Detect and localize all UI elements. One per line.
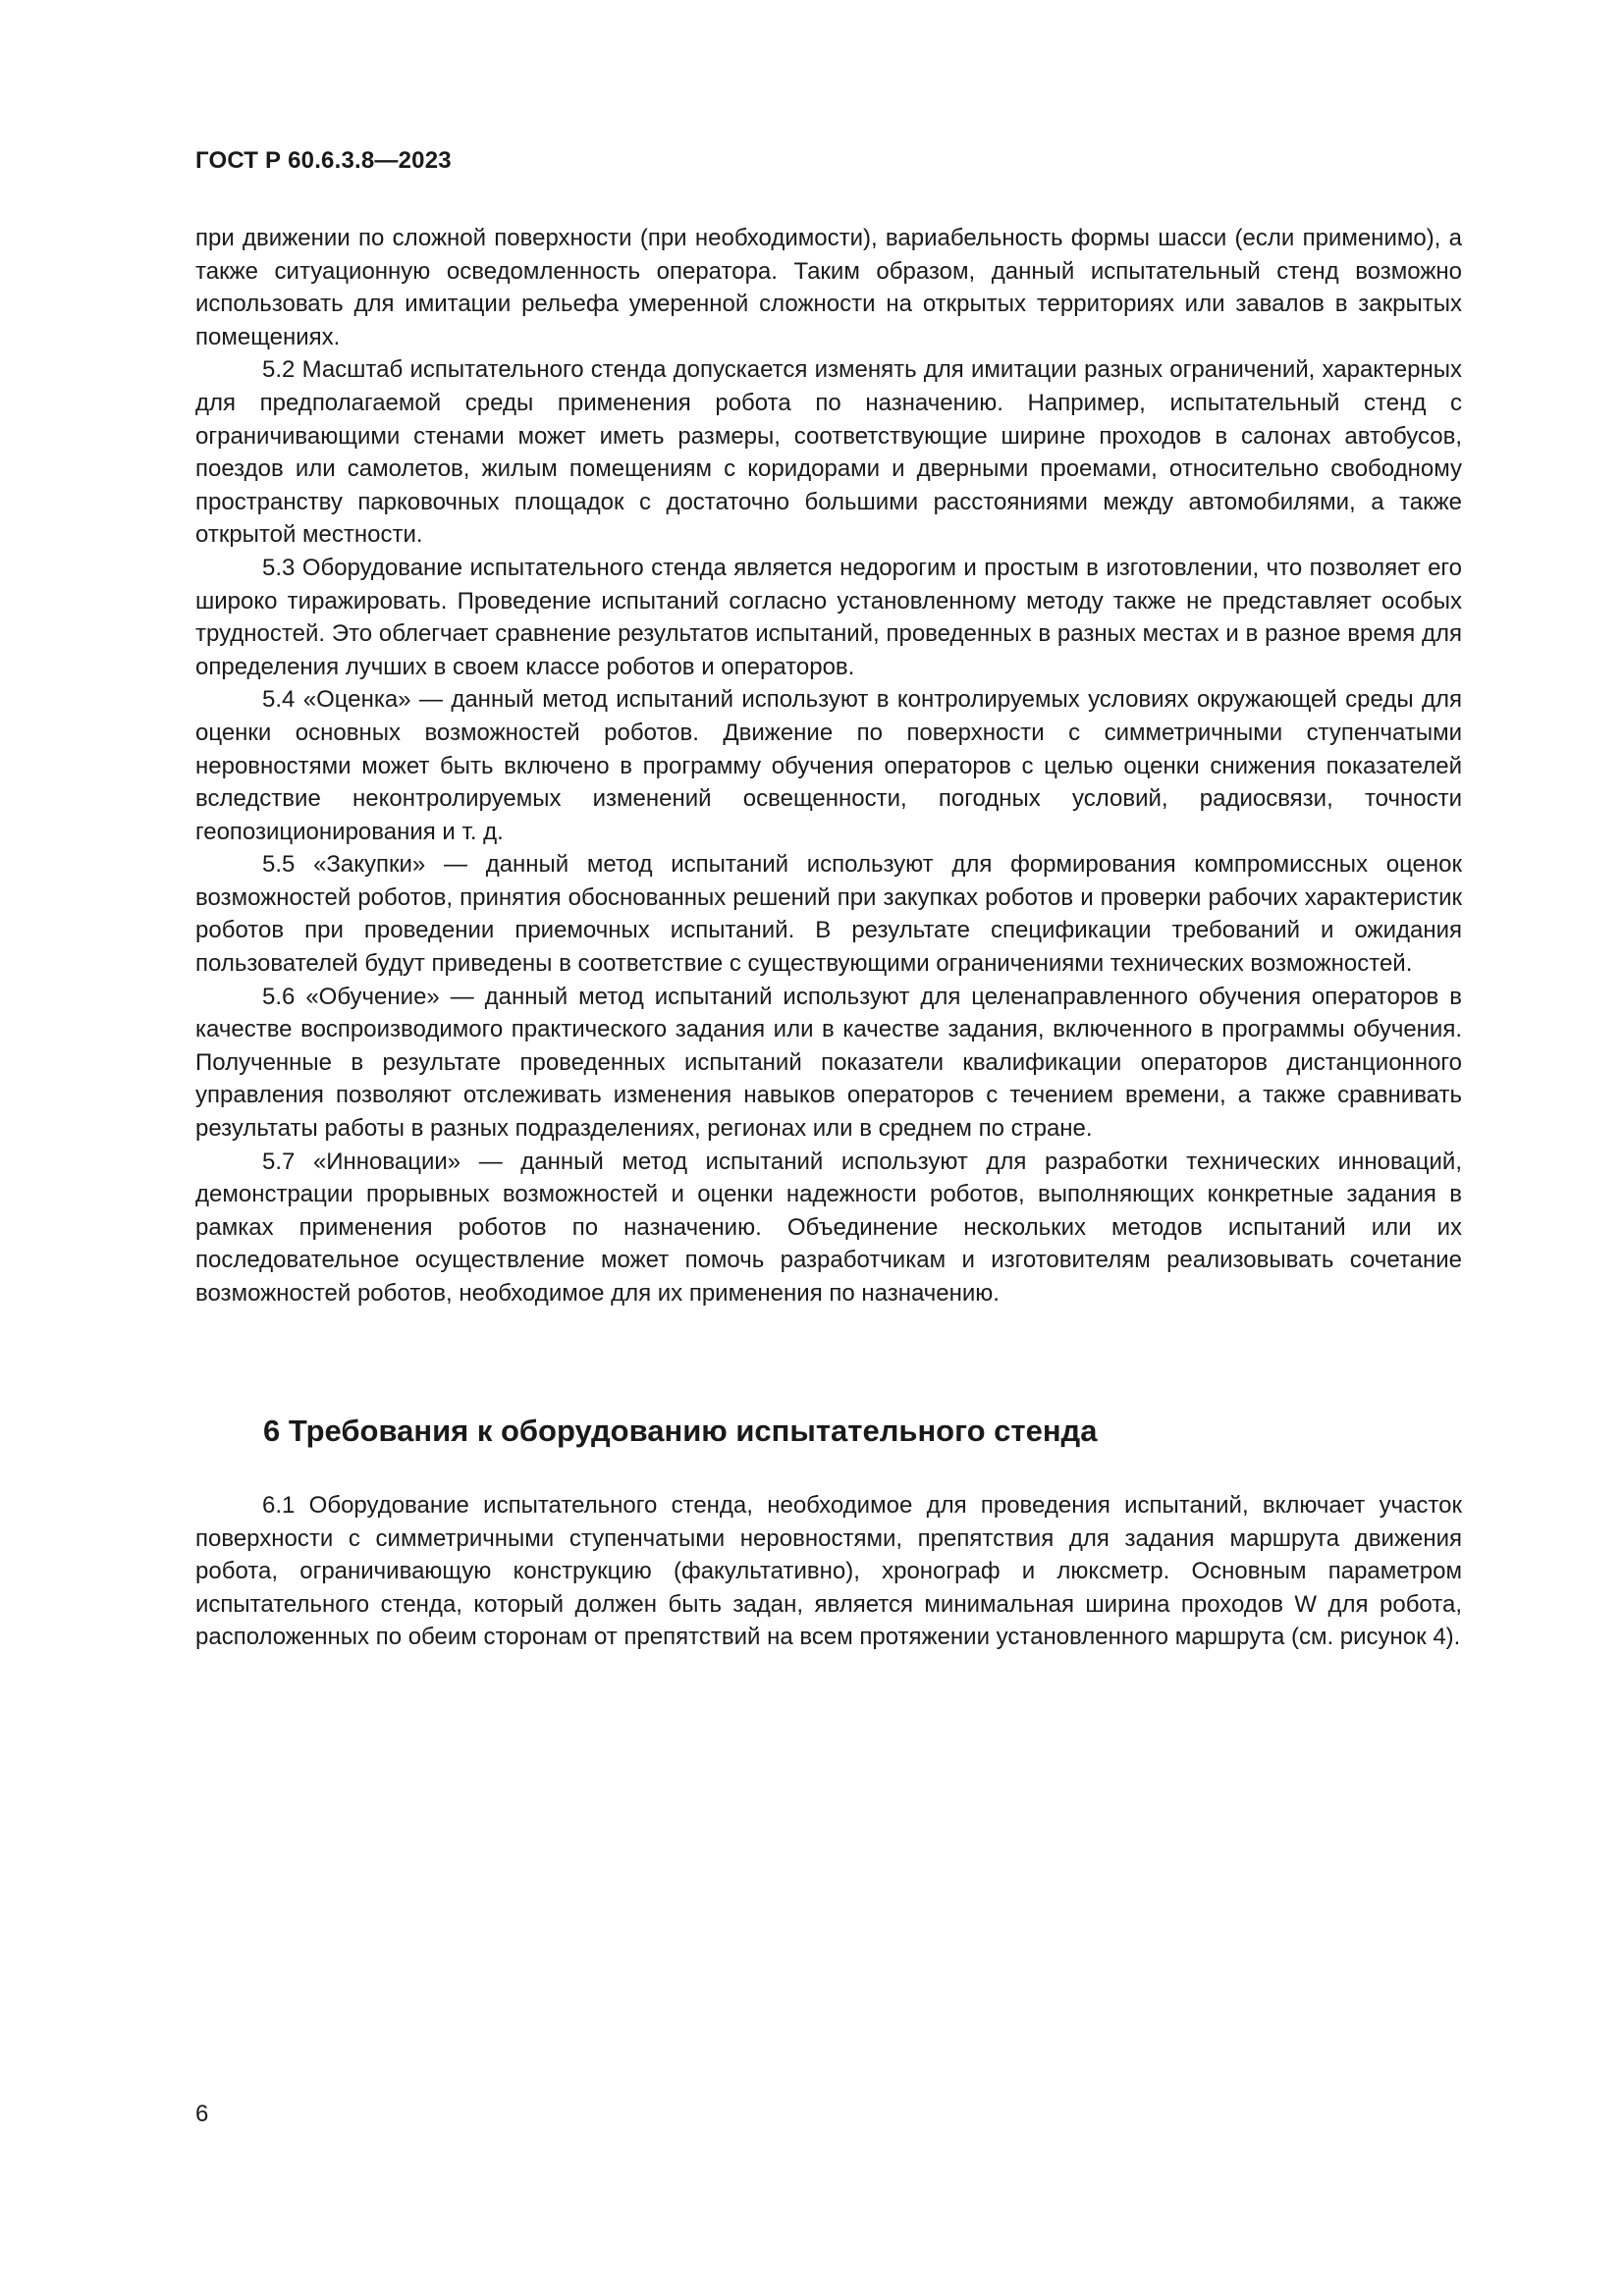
paragraph-5-3: 5.3 Оборудование испытательного стенда является недорогим и простым в изготовлении, что позволяет его широко тиражировать. Проведение испытаний согласно установленному методу также не представляет особых трудностей. Это облегчает сравнение результатов испытаний, проведенных в разных местах и в разное время для определения лучших в своем классе роботов и операторов. [195, 554, 1462, 680]
body-text [195, 222, 1462, 1310]
paragraph-6-1: 6.1 Оборудование испытательного стенда, необходимое для проведения испытаний, включает участок поверхности с симметричными ступенчатыми неровностями, препятствия для задания маршрута движения робота, ограничивающую конструкцию (факультативно), хронограф и люксметр. Основным параметром испытательного стенда, который должен быть задан, является минимальная ширина проходов W для робота, расположенных по обеим сторонам от препятствий на всем протяжении установленного маршрута (см. рисунок 4). [195, 1492, 1462, 1651]
paragraph-5-6: 5.6 «Обучение» — данный метод испытаний используют для целенаправленного обучения операторов в качестве воспроизводимого практического задания или в качестве задания, включенного в программы обучения. Полученные в результате проведенных испытаний показатели квалификации операторов дистанционного управления позволяют отслеживать изменения навыков операторов с течением времени, а также сравнивать результаты работы в разных подразделениях, регионах или в среднем по стране. [195, 983, 1462, 1143]
paragraph-5-7: 5.7 «Инновации» — данный метод испытаний используют для разработки технических инноваций, демонстрации прорывных возможностей и оценки надежности роботов, выполняющих конкретные задания в рамках применения роботов по назначению. Объединение нескольких методов испытаний или их последовательное осуществление может помочь разработчикам и изготовителям реализовывать сочетание возможностей роботов, необходимое для их применения по назначению. [195, 1148, 1462, 1307]
paragraph-5-5: 5.5 «Закупки» — данный метод испытаний используют для формирования компромиссных оценок возможностей роботов, принятия обоснованных решений при закупках роботов и проверки рабочих характеристик роботов при проведении приемочных испытаний. В результате спецификации требований и ожидания пользователей будут приведены в соответствие с существующими ограничениями технических возможностей. [195, 851, 1462, 978]
section-heading: 6 Требования к оборудованию испытательного стенда [263, 1414, 1098, 1448]
paragraph-continuation: при движении по сложной поверхности (при необходимости), вариабельность формы шасси (если применимо), а также ситуационную осведомленность оператора. Таким образом, данный испытательный стенд возможно использовать для имитации рельефа умеренной сложности на открытых территориях или завалов в закрытых помещениях. [195, 225, 1462, 350]
section-text [195, 1489, 1462, 1654]
paragraph-5-4: 5.4 «Оценка» — данный метод испытаний используют в контролируемых условиях окружающей среды для оценки основных возможностей роботов. Движение по поверхности с симметричными ступенчатыми неровностями может быть включено в программу обучения операторов с целью оценки снижения показателей вследствие неконтролируемых изменений освещенности, погодных условий, радиосвязи, точности геопозиционирования и т. д. [195, 686, 1462, 845]
page-number: 6 [195, 2101, 209, 2127]
paragraph-5-2: 5.2 Масштаб испытательного стенда допускается изменять для имитации разных ограничений, характерных для предполагаемой среды применения робота по назначению. Например, испытательный стенд с ограничивающими стенами может иметь размеры, соответствующие ширине проходов в салонах автобусов, поездов или самолетов, жилым помещениям с коридорами и дверными проемами, относительно свободному пространству парковочных площадок с достаточно большими расстояниями между автомобилями, а также открытой местности. [195, 356, 1462, 549]
document-header: ГОСТ Р 60.6.3.8—2023 [195, 147, 452, 174]
